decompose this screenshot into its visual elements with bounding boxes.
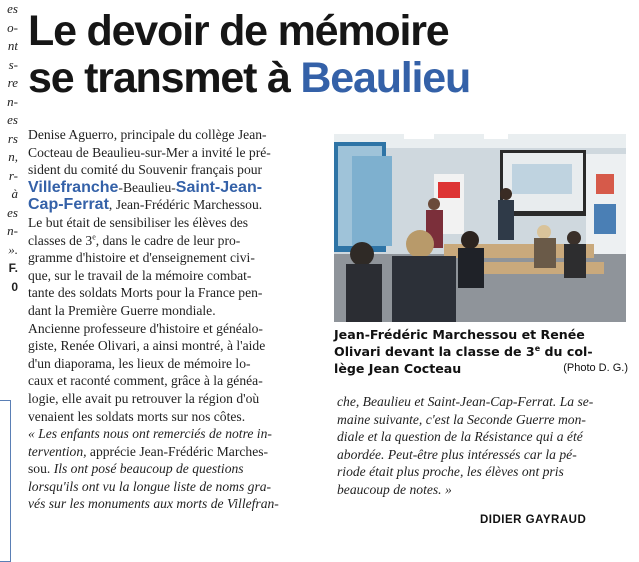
col1-line: vés sur les monuments aux morts de Villefran- bbox=[28, 496, 279, 512]
col1-quote-2-after: apprécie Jean-Frédéric Marches- bbox=[86, 443, 269, 459]
col1-classes-before: classes de 3 bbox=[28, 232, 93, 248]
col1-line: caux et raconté comment, grâce à la généa- bbox=[28, 373, 263, 389]
article-photo bbox=[334, 134, 626, 322]
col1-line: lorsqu'ils ont vu la longue liste de noms gra- bbox=[28, 478, 272, 494]
col1-classes-line bbox=[28, 232, 318, 250]
col1-line: Cocteau de Beaulieu-sur-Mer a invité le pré- bbox=[28, 144, 271, 160]
adjacent-fragment: es bbox=[7, 204, 18, 220]
adjacent-fragment: n- bbox=[7, 223, 18, 238]
place-cap-ferrat: Cap-Ferrat bbox=[28, 196, 109, 214]
adjacent-fragment: nt bbox=[7, 38, 18, 53]
col2-line: diale et la question de la Résistance qui a été bbox=[337, 429, 583, 445]
adjacent-fragment: ». bbox=[8, 241, 18, 257]
caption-line-1: Jean-Frédéric Marchessou et Renée bbox=[334, 327, 585, 342]
author-signature: DIDIER GAYRAUD bbox=[480, 514, 587, 526]
col2-line: che, Beaulieu et Saint-Jean-Cap-Ferrat. La se- bbox=[337, 394, 594, 409]
col2-line: riode était plus proche, les élèves ont pris bbox=[337, 464, 564, 480]
photo-caption bbox=[334, 326, 634, 377]
headline-line-2-prefix: se transmet à bbox=[28, 54, 301, 102]
caption-line-2-sup: e bbox=[534, 343, 541, 353]
col1-villefranche-line bbox=[28, 179, 318, 197]
adjacent-fragment: n- bbox=[7, 93, 18, 109]
place-saint-jean: Saint-Jean- bbox=[175, 178, 263, 196]
col1-line: Denise Aguerro, principale du collège Jean- bbox=[28, 127, 267, 142]
col1-quote-3-normal: sou. bbox=[28, 461, 54, 477]
adjacent-fragment: r- bbox=[8, 167, 18, 183]
col1-classes-after: , dans le cadre de leur pro- bbox=[95, 232, 241, 248]
col1-line: logie, elle avait pu retrouver la région d'où bbox=[28, 390, 260, 406]
col1-line: venaient les soldats morts sur nos côtes. bbox=[28, 408, 246, 424]
adjacent-fragment: es bbox=[7, 112, 18, 127]
caption-line-2 bbox=[334, 343, 634, 360]
headline-city: Beaulieu bbox=[300, 54, 471, 102]
col1-line: que, sur le travail de la mémoire combat- bbox=[28, 267, 252, 283]
classroom-photo-illustration bbox=[334, 134, 626, 322]
headline-line-2 bbox=[28, 55, 638, 102]
col1-quote-3-ital: Ils ont posé beaucoup de questions bbox=[53, 461, 244, 477]
adjacent-fragment: 0 bbox=[11, 279, 18, 294]
col1-line: sident du comité du Souvenir français pour bbox=[28, 162, 263, 178]
photo-credit: (Photo D. G.) bbox=[563, 362, 628, 374]
col2-line: beaucoup de notes. » bbox=[337, 481, 452, 497]
caption-line-3: lège Jean Cocteau bbox=[334, 361, 462, 376]
place-villefranche: Villefranche bbox=[28, 178, 119, 196]
adjacent-fragment: à bbox=[11, 186, 18, 201]
article-column-1 bbox=[28, 126, 318, 513]
place-beaulieu: -Beaulieu- bbox=[118, 179, 176, 195]
col1-line: dant la Première Guerre mondiale. bbox=[28, 302, 216, 318]
col1-line: giste, Renée Olivari, a ainsi montré, à l'aide bbox=[28, 338, 266, 354]
col1-line: gramme d'histoire et d'enseignement civi- bbox=[28, 250, 255, 266]
adjacent-fragment: o- bbox=[7, 19, 18, 35]
adjacent-fragment: rs bbox=[7, 130, 18, 146]
col1-cap-after: , Jean-Frédéric Marchessou. bbox=[108, 197, 263, 213]
adjacent-box-border bbox=[0, 400, 11, 562]
adjacent-fragment: F. bbox=[8, 261, 18, 275]
col1-line: Le but était de sensibiliser les élèves des bbox=[28, 214, 249, 230]
col1-quote-line-2 bbox=[28, 443, 318, 461]
col1-cap-ferrat-line bbox=[28, 196, 318, 214]
col1-line: tante des soldats Morts pour la France pen- bbox=[28, 285, 263, 301]
article-column-2 bbox=[337, 393, 627, 499]
col1-quote-line-3 bbox=[28, 460, 318, 478]
col2-line: maine suivante, c'est la Seconde Guerre mon- bbox=[337, 411, 586, 427]
caption-line-2-after: du col- bbox=[540, 344, 593, 359]
adjacent-fragment: es bbox=[7, 1, 18, 16]
adjacent-fragment: s- bbox=[8, 56, 18, 72]
col1-classes-sup: e bbox=[92, 232, 96, 242]
headline bbox=[28, 8, 638, 102]
adjacent-column-fragments bbox=[0, 0, 18, 330]
col2-line: abordée. Peut-être plus intéressés car la pé- bbox=[337, 446, 577, 462]
caption-line-3-row bbox=[334, 360, 634, 377]
adjacent-fragment: re bbox=[7, 75, 18, 90]
col1-line: d'un diaporama, les lieux de mémoire lo- bbox=[28, 355, 251, 371]
col1-quote-line: « Les enfants nous ont remerciés de notre in- bbox=[28, 426, 272, 442]
headline-line-1: Le devoir de mémoire bbox=[28, 7, 449, 55]
col1-line: Ancienne professeure d'histoire et généalo- bbox=[28, 320, 263, 336]
adjacent-fragment: n, bbox=[8, 149, 18, 164]
caption-line-2-before: Olivari devant la classe de 3 bbox=[334, 344, 535, 359]
col1-quote-2-ital: tervention, bbox=[28, 443, 87, 459]
